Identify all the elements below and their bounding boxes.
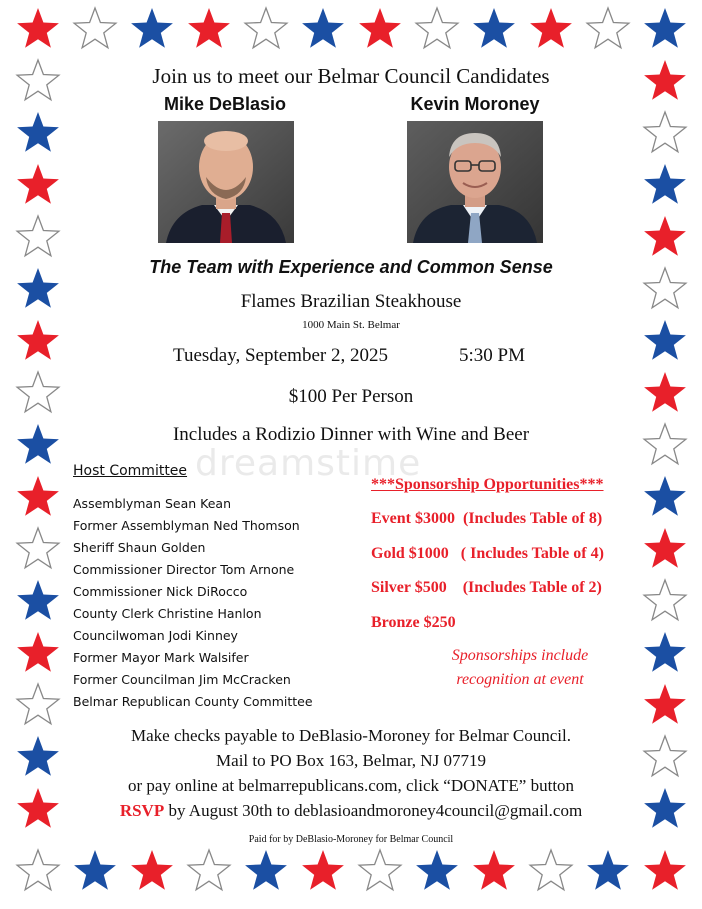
red-star-icon bbox=[359, 8, 401, 48]
sponsorship-note-line2: recognition at event bbox=[456, 671, 584, 688]
host-member: Sheriff Shaun Golden bbox=[73, 540, 206, 555]
candidate-photo-deblasio bbox=[158, 121, 294, 243]
host-member: County Clerk Christine Hanlon bbox=[73, 606, 262, 621]
sponsorship-levels bbox=[371, 510, 604, 648]
event-includes: Includes a Rodizio Dinner with Wine and Beer bbox=[172, 424, 530, 445]
sponsorship-level-event: Event $3000 (Includes Table of 8) bbox=[371, 510, 603, 527]
outline-star-icon bbox=[587, 8, 629, 48]
outline-star-icon bbox=[359, 850, 401, 890]
outline-star-icon bbox=[245, 8, 287, 48]
sponsorship-heading: ***Sponsorship Opportunities*** bbox=[371, 476, 604, 493]
sponsorship-level-silver: Silver $500 (Includes Table of 2) bbox=[371, 579, 602, 596]
rsvp-label: RSVP bbox=[119, 801, 165, 820]
host-member: Councilwoman Jodi Kinney bbox=[73, 628, 238, 643]
host-committee-list bbox=[73, 495, 313, 715]
blue-star-icon bbox=[245, 850, 287, 890]
blue-star-icon bbox=[644, 632, 686, 672]
blue-star-icon bbox=[416, 850, 458, 890]
outline-star-icon bbox=[17, 216, 59, 256]
red-star-icon bbox=[644, 528, 686, 568]
sponsorship-level-bronze: Bronze $250 bbox=[371, 613, 456, 631]
outline-star-icon bbox=[530, 850, 572, 890]
sponsorship-note-line1: Sponsorships include bbox=[451, 647, 589, 664]
red-star-icon bbox=[644, 850, 686, 890]
blue-star-icon bbox=[17, 580, 59, 620]
host-committee-heading: Host Committee bbox=[73, 463, 188, 479]
outline-star-icon bbox=[644, 112, 686, 152]
blue-star-icon bbox=[17, 112, 59, 152]
payment-mail-line: Mail to PO Box 163, Belmar, NJ 07719 bbox=[216, 751, 486, 770]
flyer-title: Join us to meet our Belmar Council Candidates bbox=[152, 64, 550, 88]
outline-star-icon bbox=[17, 850, 59, 890]
blue-star-icon bbox=[644, 476, 686, 516]
event-date: Tuesday, September 2, 2025 bbox=[173, 345, 388, 366]
outline-star-icon bbox=[188, 850, 230, 890]
host-member: Former Assemblyman Ned Thomson bbox=[73, 518, 300, 533]
rsvp-line bbox=[0, 801, 702, 821]
sponsorship-note bbox=[410, 644, 630, 692]
outline-star-icon bbox=[644, 580, 686, 620]
candidate-name-moroney: Kevin Moroney bbox=[410, 94, 540, 114]
blue-star-icon bbox=[74, 850, 116, 890]
host-member: Commissioner Nick DiRocco bbox=[73, 584, 248, 599]
red-star-icon bbox=[131, 850, 173, 890]
red-star-icon bbox=[17, 632, 59, 672]
payment-checks-line: Make checks payable to DeBlasio-Moroney for Belmar Council. bbox=[131, 726, 571, 745]
outline-star-icon bbox=[17, 528, 59, 568]
outline-star-icon bbox=[17, 684, 59, 724]
sponsorship-level-gold: Gold $1000 ( Includes Table of 4) bbox=[371, 544, 604, 562]
outline-star-icon bbox=[416, 8, 458, 48]
host-member: Former Mayor Mark Walsifer bbox=[73, 650, 249, 665]
candidate-photo-moroney bbox=[407, 121, 543, 243]
red-star-icon bbox=[17, 476, 59, 516]
outline-star-icon bbox=[74, 8, 116, 48]
blue-star-icon bbox=[644, 164, 686, 204]
blue-star-icon bbox=[587, 850, 629, 890]
red-star-icon bbox=[17, 164, 59, 204]
event-price: $100 Per Person bbox=[288, 386, 414, 407]
host-member: Former Councilman Jim McCracken bbox=[73, 672, 291, 687]
rsvp-details: by August 30th to deblasioandmoroney4council@gmail.com bbox=[164, 801, 583, 820]
red-star-icon bbox=[644, 684, 686, 724]
event-address: 1000 Main St. Belmar bbox=[302, 319, 400, 331]
candidate-name-deblasio: Mike DeBlasio bbox=[163, 94, 287, 114]
blue-star-icon bbox=[302, 8, 344, 48]
host-member: Commissioner Director Tom Arnone bbox=[73, 562, 295, 577]
host-member: Belmar Republican County Committee bbox=[73, 694, 313, 709]
event-venue: Flames Brazilian Steakhouse bbox=[240, 291, 462, 312]
red-star-icon bbox=[302, 850, 344, 890]
blue-star-icon bbox=[473, 8, 515, 48]
red-star-icon bbox=[530, 8, 572, 48]
event-time: 5:30 PM bbox=[459, 345, 525, 366]
red-star-icon bbox=[17, 8, 59, 48]
paid-for-disclaimer: Paid for by DeBlasio-Moroney for Belmar Council bbox=[248, 834, 454, 845]
host-member: Assemblyman Sean Kean bbox=[73, 496, 232, 511]
payment-online-line: or pay online at belmarrepublicans.com, click “DONATE” button bbox=[127, 776, 575, 795]
campaign-tagline: The Team with Experience and Common Sense bbox=[149, 257, 553, 277]
watermark: dreamstime bbox=[195, 443, 422, 484]
red-star-icon bbox=[188, 8, 230, 48]
red-star-icon bbox=[473, 850, 515, 890]
blue-star-icon bbox=[131, 8, 173, 48]
blue-star-icon bbox=[644, 8, 686, 48]
red-star-icon bbox=[644, 216, 686, 256]
